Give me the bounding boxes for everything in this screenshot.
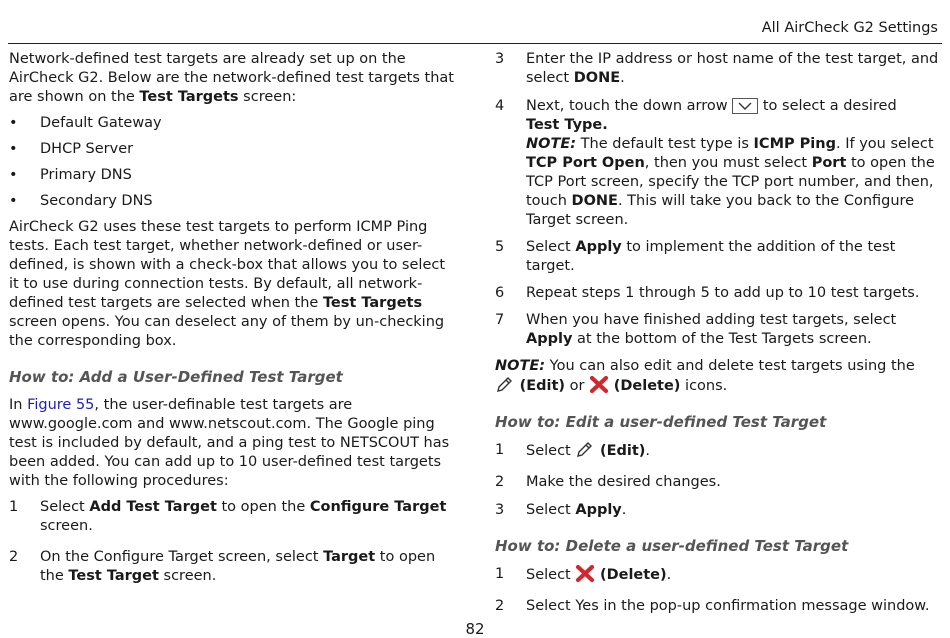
list-item: • Default Gateway bbox=[9, 115, 162, 131]
note-paragraph: NOTE: You can also edit and delete test targets using the (Edit) or (Delete) icons. bbox=[495, 358, 915, 394]
body-paragraph: In Figure 55, the user-definable test targets are www.google.com and www.netscout.com. The Google ping test is included by default, and a ping test to NETSCOUT has been added. You can add up to 10 user-defined test targets with the following procedures: bbox=[9, 397, 450, 489]
intro-paragraph: Network-defined test targets are already set up on the AirCheck G2. Below are the network-defined test targets that are shown on the Test Targets screen: bbox=[9, 51, 454, 105]
section-heading-delete: How to: Delete a user-defined Test Target bbox=[495, 537, 849, 555]
step-item: 1 Select Add Test Target to open the Configure Target screen. bbox=[9, 499, 447, 534]
step-item: 7 When you have finished adding test targets, select Apply at the bottom of the Test Targets screen. bbox=[495, 312, 897, 347]
red-x-icon bbox=[575, 565, 595, 582]
list-item: • Primary DNS bbox=[9, 167, 132, 183]
step-item: 6 Repeat steps 1 through 5 to add up to 10 test targets. bbox=[495, 285, 920, 301]
step-item: 2 Select Yes in the pop-up confirmation message window. bbox=[495, 598, 930, 614]
pencil-icon bbox=[495, 376, 515, 393]
red-x-icon bbox=[589, 376, 609, 393]
running-header: All AirCheck G2 Settings bbox=[761, 20, 938, 36]
step-item: 4 Next, touch the down arrow to select a desired Test Type. NOTE: The default test type is ICMP Ping. If you select TCP Port Open, then you must select Port to open the TCP Port screen, specify the TCP port number, and then, touch DONE. This will take you back to the Configure Target screen. bbox=[495, 98, 935, 228]
step-item: 3 Select Apply. bbox=[495, 502, 627, 518]
body-paragraph: AirCheck G2 uses these test targets to perform ICMP Ping tests. Each test target, whether network-defined or user-defined, is shown with a check-box that allows you to select it to use during connection tests. By default, all network-defined test targets are selected when the Test Targets screen opens. You can deselect any of them by un-checking the corresponding box. bbox=[9, 219, 446, 349]
pencil-icon bbox=[575, 441, 595, 458]
step-item: 5 Select Apply to implement the addition of the test target. bbox=[495, 239, 896, 274]
step-item: 1 Select (Edit). bbox=[495, 442, 651, 459]
page-number: 82 bbox=[465, 620, 485, 638]
step-item: 3 Enter the IP address or host name of the test target, and select DONE. bbox=[495, 51, 939, 86]
section-heading-add: How to: Add a User-Defined Test Target bbox=[9, 368, 343, 386]
list-item: • Secondary DNS bbox=[9, 193, 153, 209]
step-item: 2 On the Configure Target screen, select Target to open the Test Target screen. bbox=[9, 549, 436, 584]
step-item: 1 Select (Delete). bbox=[495, 566, 672, 583]
list-item: • DHCP Server bbox=[9, 141, 134, 157]
figure-link[interactable]: Figure 55 bbox=[27, 397, 95, 413]
right-column bbox=[495, 50, 940, 616]
section-heading-edit: How to: Edit a user-defined Test Target bbox=[495, 413, 827, 431]
step-item: 2 Make the desired changes. bbox=[495, 474, 721, 490]
chevron-down-icon bbox=[732, 98, 758, 114]
left-column bbox=[9, 50, 454, 586]
header-rule bbox=[8, 43, 942, 44]
